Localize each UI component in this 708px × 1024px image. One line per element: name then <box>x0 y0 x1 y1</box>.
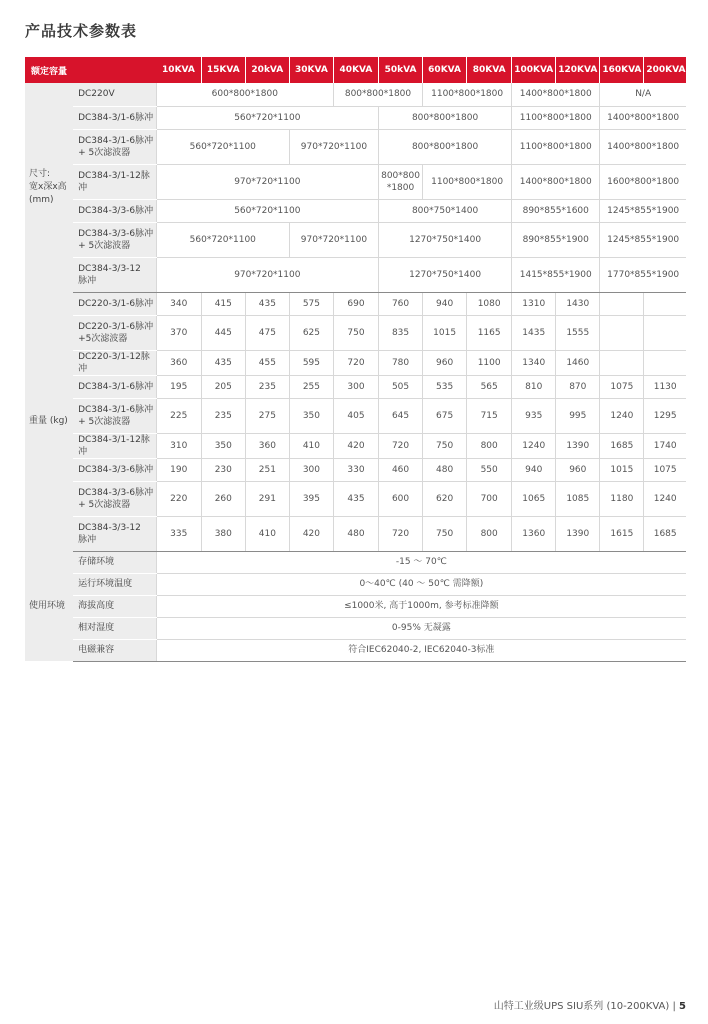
table-cell: 870 <box>556 375 600 398</box>
table-cell: 360 <box>245 433 289 458</box>
table-cell: 225 <box>156 398 201 433</box>
table-cell: 1600*800*1800 <box>600 164 686 199</box>
table-cell: 235 <box>201 398 245 433</box>
table-cell: 970*720*1100 <box>156 257 378 292</box>
table-cell: 380 <box>201 516 245 551</box>
table-cell: 350 <box>201 433 245 458</box>
table-cell: 575 <box>289 292 333 315</box>
table-cell: 350 <box>289 398 333 433</box>
header-row <box>25 57 686 83</box>
table-cell: 455 <box>245 350 289 375</box>
table-cell: 360 <box>156 350 201 375</box>
row-label: DC384-3/1-12脉冲 <box>73 164 156 199</box>
row-label: DC220-3/1-6脉冲 +5次滤波器 <box>73 315 156 350</box>
footer <box>494 997 686 1012</box>
table-cell: 800*800 *1800 <box>379 164 423 199</box>
table-row <box>25 433 686 458</box>
table-cell: 251 <box>245 458 289 481</box>
row-label: DC384-3/1-6脉冲 <box>73 375 156 398</box>
table-row <box>25 106 686 129</box>
table-cell: 675 <box>423 398 467 433</box>
weight-group-label: 重量 (kg) <box>25 292 73 551</box>
row-label: DC384-3/1-6脉冲 + 5次滤波器 <box>73 398 156 433</box>
table-cell: 560*720*1100 <box>156 199 378 222</box>
table-cell: 1400*800*1800 <box>512 83 600 106</box>
table-cell: 700 <box>467 481 512 516</box>
table-cell: 750 <box>423 433 467 458</box>
rating-header: 40KVA <box>333 57 378 83</box>
row-label: 运行环境温度 <box>73 573 156 595</box>
table-cell: 760 <box>379 292 423 315</box>
table-cell: -15 ～ 70℃ <box>156 551 686 573</box>
table-cell: 435 <box>333 481 378 516</box>
row-label: 相对湿度 <box>73 617 156 639</box>
table-cell: 595 <box>289 350 333 375</box>
table-cell: 1075 <box>644 458 686 481</box>
table-cell: 800*750*1400 <box>379 199 512 222</box>
table-row <box>25 573 686 595</box>
table-cell: 1400*800*1800 <box>600 106 686 129</box>
table-cell: 535 <box>423 375 467 398</box>
table-cell: 810 <box>512 375 556 398</box>
table-cell: 1340 <box>512 350 556 375</box>
table-cell: 715 <box>467 398 512 433</box>
table-cell: 335 <box>156 516 201 551</box>
table-cell: 1390 <box>556 433 600 458</box>
table-cell: 415 <box>201 292 245 315</box>
size-group-label: 尺寸: 宽x深x高 (mm) <box>25 83 73 292</box>
table-row <box>25 350 686 375</box>
table-cell: 890*855*1900 <box>512 222 600 257</box>
table-cell: 300 <box>289 458 333 481</box>
spec-table <box>25 57 686 662</box>
table-cell: 480 <box>423 458 467 481</box>
table-cell: 940 <box>423 292 467 315</box>
table-cell <box>600 315 644 350</box>
rating-header: 200KVA <box>644 57 686 83</box>
table-cell: 1770*855*1900 <box>600 257 686 292</box>
table-cell: 370 <box>156 315 201 350</box>
table-cell: 340 <box>156 292 201 315</box>
table-cell: 1460 <box>556 350 600 375</box>
environment-group-label: 使用环境 <box>25 551 73 661</box>
table-cell: ≤1000米, 高于1000m, 参考标准降额 <box>156 595 686 617</box>
table-cell: 435 <box>201 350 245 375</box>
table-cell: 0～40℃ (40 ～ 50℃ 需降额) <box>156 573 686 595</box>
table-cell: 235 <box>245 375 289 398</box>
table-cell: 750 <box>333 315 378 350</box>
table-row <box>25 164 686 199</box>
table-cell: 1100 <box>467 350 512 375</box>
table-cell: 1685 <box>644 516 686 551</box>
table-cell: 1435 <box>512 315 556 350</box>
table-cell: 720 <box>333 350 378 375</box>
table-cell: 410 <box>289 433 333 458</box>
table-cell: 475 <box>245 315 289 350</box>
table-row <box>25 222 686 257</box>
row-label: DC384-3/3-6脉冲 + 5次滤波器 <box>73 481 156 516</box>
row-label: DC384-3/1-12脉冲 <box>73 433 156 458</box>
rating-header: 20kVA <box>245 57 289 83</box>
table-row <box>25 129 686 164</box>
row-label: DC220-3/1-6脉冲 <box>73 292 156 315</box>
table-row <box>25 516 686 551</box>
table-cell: 560*720*1100 <box>156 129 289 164</box>
rating-header: 120KVA <box>556 57 600 83</box>
table-cell: 835 <box>379 315 423 350</box>
table-cell: 505 <box>379 375 423 398</box>
row-label: DC220-3/1-12脉冲 <box>73 350 156 375</box>
table-cell: 220 <box>156 481 201 516</box>
table-cell: 395 <box>289 481 333 516</box>
row-label: DC384-3/3-12 脉冲 <box>73 516 156 551</box>
table-cell: 291 <box>245 481 289 516</box>
table-cell <box>644 292 686 315</box>
table-cell: 1400*800*1800 <box>600 129 686 164</box>
table-cell: 600 <box>379 481 423 516</box>
table-cell: 符合IEC62040-2, IEC62040-3标准 <box>156 639 686 661</box>
table-cell: 1400*800*1800 <box>512 164 600 199</box>
row-label: DC384-3/3-6脉冲 <box>73 458 156 481</box>
table-cell: 1415*855*1900 <box>512 257 600 292</box>
table-row <box>25 199 686 222</box>
table-cell: 625 <box>289 315 333 350</box>
table-cell: 800*800*1800 <box>379 129 512 164</box>
table-row <box>25 458 686 481</box>
table-cell: 1165 <box>467 315 512 350</box>
table-cell: 720 <box>379 516 423 551</box>
row-label: 存储环境 <box>73 551 156 573</box>
table-cell: 255 <box>289 375 333 398</box>
table-row <box>25 375 686 398</box>
table-cell: 260 <box>201 481 245 516</box>
table-cell: 1240 <box>600 398 644 433</box>
rating-header: 160KVA <box>600 57 644 83</box>
table-cell: 935 <box>512 398 556 433</box>
table-cell: 1100*800*1800 <box>423 83 512 106</box>
table-row <box>25 398 686 433</box>
table-cell: 420 <box>333 433 378 458</box>
table-cell: 1015 <box>423 315 467 350</box>
table-cell: 1130 <box>644 375 686 398</box>
rating-header: 15KVA <box>201 57 245 83</box>
table-cell: 940 <box>512 458 556 481</box>
table-cell: 0-95% 无凝露 <box>156 617 686 639</box>
table-cell: 405 <box>333 398 378 433</box>
table-cell: 1240 <box>512 433 556 458</box>
rating-header: 50kVA <box>379 57 423 83</box>
table-cell: 480 <box>333 516 378 551</box>
table-cell: 460 <box>379 458 423 481</box>
table-cell: 1085 <box>556 481 600 516</box>
rating-header: 60KVA <box>423 57 467 83</box>
rating-header: 10KVA <box>156 57 201 83</box>
table-row <box>25 551 686 573</box>
table-cell: 1240 <box>644 481 686 516</box>
table-cell: 620 <box>423 481 467 516</box>
table-cell: 330 <box>333 458 378 481</box>
table-cell: 780 <box>379 350 423 375</box>
rating-header: 100KVA <box>512 57 556 83</box>
row-label: 海拔高度 <box>73 595 156 617</box>
table-cell: 1295 <box>644 398 686 433</box>
table-cell: 1065 <box>512 481 556 516</box>
table-cell: 1015 <box>600 458 644 481</box>
row-label: DC384-3/3-12 脉冲 <box>73 257 156 292</box>
table-cell: 1740 <box>644 433 686 458</box>
table-cell: 550 <box>467 458 512 481</box>
table-row <box>25 639 686 661</box>
table-cell: 1100*800*1800 <box>512 129 600 164</box>
table-cell: 1360 <box>512 516 556 551</box>
table-cell: 645 <box>379 398 423 433</box>
row-label: DC384-3/3-6脉冲 + 5次滤波器 <box>73 222 156 257</box>
table-cell <box>600 350 644 375</box>
table-row <box>25 315 686 350</box>
table-cell: 690 <box>333 292 378 315</box>
table-cell: 800 <box>467 433 512 458</box>
page-title: 产品技术参数表 <box>25 22 138 40</box>
table-cell: 420 <box>289 516 333 551</box>
table-cell: 800*800*1800 <box>333 83 422 106</box>
row-label: DC384-3/3-6脉冲 <box>73 199 156 222</box>
table-cell: 995 <box>556 398 600 433</box>
table-cell: 560*720*1100 <box>156 222 289 257</box>
table-cell: 1555 <box>556 315 600 350</box>
table-row <box>25 617 686 639</box>
table-cell: 1270*750*1400 <box>379 257 512 292</box>
table-cell: 300 <box>333 375 378 398</box>
table-row <box>25 292 686 315</box>
table-cell: 1245*855*1900 <box>600 222 686 257</box>
table-cell: 1390 <box>556 516 600 551</box>
table-cell: 435 <box>245 292 289 315</box>
table-cell <box>644 350 686 375</box>
table-cell: 970*720*1100 <box>156 164 378 199</box>
table-cell: 205 <box>201 375 245 398</box>
table-cell: 1685 <box>600 433 644 458</box>
table-cell <box>600 292 644 315</box>
table-cell: 1075 <box>600 375 644 398</box>
table-cell: 560*720*1100 <box>156 106 378 129</box>
table-cell: 890*855*1600 <box>512 199 600 222</box>
table-cell: 970*720*1100 <box>289 129 378 164</box>
rating-header: 80KVA <box>467 57 512 83</box>
table-cell: 1080 <box>467 292 512 315</box>
table-cell: 800 <box>467 516 512 551</box>
table-cell: 410 <box>245 516 289 551</box>
table-cell: 230 <box>201 458 245 481</box>
table-cell: N/A <box>600 83 686 106</box>
table-cell: 720 <box>379 433 423 458</box>
table-cell: 190 <box>156 458 201 481</box>
table-cell: 600*800*1800 <box>156 83 333 106</box>
table-row <box>25 481 686 516</box>
footer-text: 山特工业级UPS SIU系列 (10-200KVA) | <box>493 1001 680 1012</box>
row-label: 电磁兼容 <box>73 639 156 661</box>
table-cell: 750 <box>423 516 467 551</box>
table-cell: 1615 <box>600 516 644 551</box>
table-row <box>25 595 686 617</box>
table-cell: 445 <box>201 315 245 350</box>
table-cell: 1270*750*1400 <box>379 222 512 257</box>
table-cell <box>644 315 686 350</box>
rating-header: 30KVA <box>289 57 333 83</box>
table-cell: 960 <box>556 458 600 481</box>
row-label: DC220V <box>73 83 156 106</box>
table-cell: 1310 <box>512 292 556 315</box>
table-cell: 1100*800*1800 <box>423 164 512 199</box>
table-cell: 275 <box>245 398 289 433</box>
table-cell: 960 <box>423 350 467 375</box>
row-label: DC384-3/1-6脉冲 + 5次滤波器 <box>73 129 156 164</box>
table-row <box>25 83 686 106</box>
table-cell: 1100*800*1800 <box>512 106 600 129</box>
table-cell: 800*800*1800 <box>379 106 512 129</box>
table-cell: 1430 <box>556 292 600 315</box>
table-cell: 1245*855*1900 <box>600 199 686 222</box>
row-label: DC384-3/1-6脉冲 <box>73 106 156 129</box>
table-cell: 195 <box>156 375 201 398</box>
page-number: 5 <box>679 1001 686 1012</box>
rated-capacity-header: 额定容量 <box>25 57 156 83</box>
table-cell: 565 <box>467 375 512 398</box>
table-cell: 1180 <box>600 481 644 516</box>
table-row <box>25 257 686 292</box>
table-cell: 310 <box>156 433 201 458</box>
table-cell: 970*720*1100 <box>289 222 378 257</box>
